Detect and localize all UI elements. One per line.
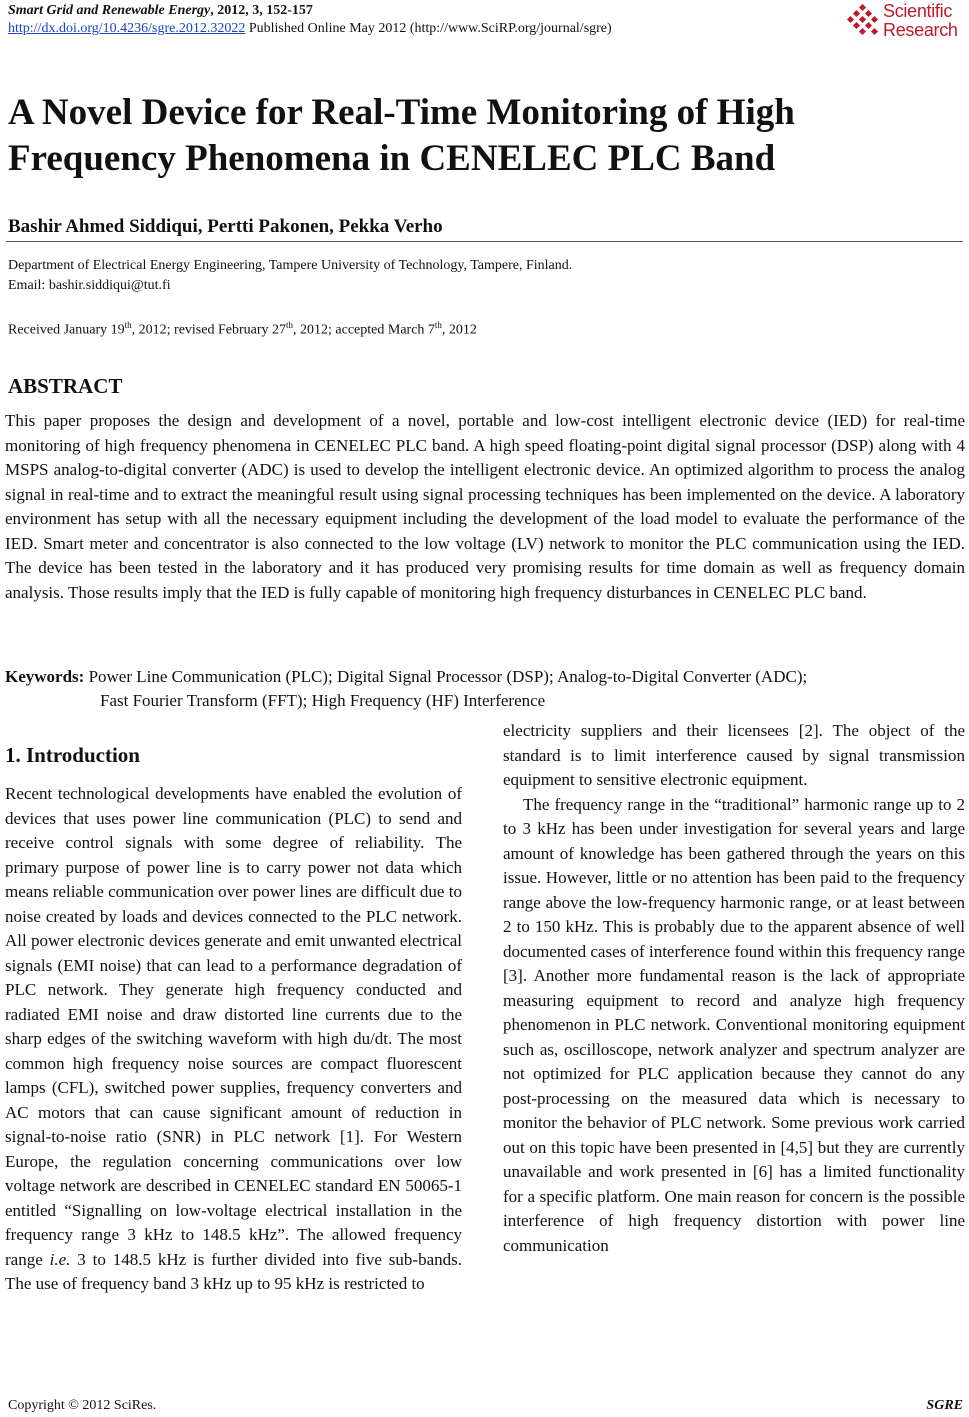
journal-abbrev: SGRE — [926, 1398, 963, 1413]
keywords — [5, 665, 965, 713]
divider — [6, 241, 963, 242]
accepted-date: , 2012; accepted March 7 — [293, 322, 435, 338]
body-column-right — [503, 719, 965, 1258]
section-heading-introduction: 1. Introduction — [5, 743, 140, 767]
ordinal-suffix: th — [124, 320, 132, 330]
year: , 2012 — [441, 322, 477, 338]
paragraph-text: 3 to 148.5 kHz is further divided into five sub-bands. The use of frequency band 3 kHz up to 95 kHz is restricted to — [5, 1249, 462, 1293]
journal-name: Smart Grid and Renewable Energy — [8, 3, 211, 18]
authors: Bashir Ahmed Siddiqui, Pertti Pakonen, Pekka Verho — [8, 216, 443, 237]
copyright: Copyright © 2012 SciRes. — [8, 1398, 157, 1413]
revised-date: , 2012; revised February 27 — [131, 322, 286, 338]
ordinal-suffix: th — [434, 320, 442, 330]
logo-line-1: Scientific — [883, 1, 953, 21]
abstract-heading: ABSTRACT — [8, 374, 123, 398]
paragraph-text: Recent technological developments have enabled the evolution of devices that uses power line communication (PLC) to send and receive control signals with some degree of reliability. The primary purpose of power line is to carry power not data which means reliable communication over power lines are difficult due to noise created by loads and devices connected to the PLC network. All power electronic devices generate and emit unwanted electrical signals (EMI noise) that can lead to a performance degradation of PLC network. They generate high frequency conducted and radiated EMI noise and draw distorted line currents due to the sharp edges of the switching waveform with high du/dt. The most common high frequency noise sources are compact fluorescent lamps (CFL), switched power supplies, frequency converters and AC motors that can cause significant amount of reduction in signal-to-noise ratio (SNR) in PLC network [1]. For Western Europe, the regulation concerning communications over low voltage network are described in CENELEC standard EN 50065-1 entitled “Signalling on low-voltage electrical installation in the frequency range 3 kHz to 148.5 kHz”. The allowed frequency range — [5, 784, 462, 1269]
email: Email: bashir.siddiqui@tut.fi — [8, 278, 171, 293]
doi-line — [8, 20, 612, 38]
keywords-line-1: Power Line Communication (PLC); Digital Signal Processor (DSP); Analog-to-Digital Converter (ADC); — [84, 667, 808, 686]
doi-link[interactable]: http://dx.doi.org/10.4236/sgre.2012.32022 — [8, 21, 246, 36]
ordinal-suffix: th — [286, 320, 294, 330]
received-date: Received January 19 — [8, 322, 125, 338]
keywords-label: Keywords: — [5, 667, 85, 686]
body-column-left — [5, 782, 462, 1297]
paragraph: electricity suppliers and their licensees [2]. The object of the standard is to limit interference caused by signal transmission equipment to sensitive electronic equipment. — [503, 721, 965, 789]
abstract-text: This paper proposes the design and development of a novel, portable and low-cost intelligent electronic device (IED) for real-time monitoring of high frequency phenomena in CENELEC PLC band. A high speed floating-point digital signal processor (DSP) along with 4 MSPS analog-to-digital converter (ADC) is used to develop the intelligent electronic device. An optimized algorithm to process the analog signal in real-time and to extract the meaningful result using signal processing techniques has been implemented on the device. A laboratory environment has setup with all the necessary equipment including the development of the load model to evaluate the performance of the IED. Smart meter and concentrator is also connected to the low voltage (LV) network to monitor the PLC communication using the IED. The device has been tested in the laboratory and it has produced very promising results for time domain as well as frequency domain analysis. Those results imply that the IED is fully capable of monitoring high frequency disturbances in CENELEC PLC band. — [5, 411, 965, 602]
paragraph — [5, 782, 462, 1297]
received-dates — [8, 316, 477, 340]
paragraph: The frequency range in the “traditional” harmonic range up to 2 to 3 kHz has been under investigation for several years and large amount of knowledge has been gathered through the years on this issue. However, little or no attention has been paid to the frequency range above the low-frequency harmonic range, or at least between 2 to 150 kHz. This is probably due to the apparent absence of well documented cases of interference found within this frequency range [3]. Another more fundamental reason is the lack of appropriate measuring equipment to record and analyze high frequency phenomenon in PLC network. Conventional monitoring equipment such as, oscilloscope, network analyzer and spectrum analyzer are not optimized for PLC application because they cannot do any post-processing on the measured data which is necessary to monitor the behavior of PLC network. Some previous work carried out on this topic have been presented in [4,5] but they are currently unavailable and work presented in [6] has a limited functionality for a specific platform. One main reason for concern is the possible interference of high frequency distortion with power line communication — [503, 794, 965, 1255]
publisher-logo-text — [883, 2, 958, 40]
published-info: Published Online May 2012 (http://www.SciRP.org/journal/sgre) — [245, 21, 612, 36]
publisher-logo — [843, 2, 963, 42]
keywords-line-2: Fast Fourier Transform (FFT); High Frequency (HF) Interference — [100, 691, 546, 710]
journal-info: , 2012, 3, 152-157 — [210, 3, 313, 18]
italic-text: i.e. — [49, 1249, 71, 1269]
journal-citation — [8, 2, 313, 20]
publisher-logo-icon — [843, 4, 881, 42]
affiliation: Department of Electrical Energy Engineering, Tampere University of Technology, Tampere, Finland. — [8, 258, 573, 273]
logo-line-2: Research — [883, 20, 958, 40]
paper-title: A Novel Device for Real-Time Monitoring of High Frequency Phenomena in CENELEC PLC Band — [8, 92, 795, 179]
